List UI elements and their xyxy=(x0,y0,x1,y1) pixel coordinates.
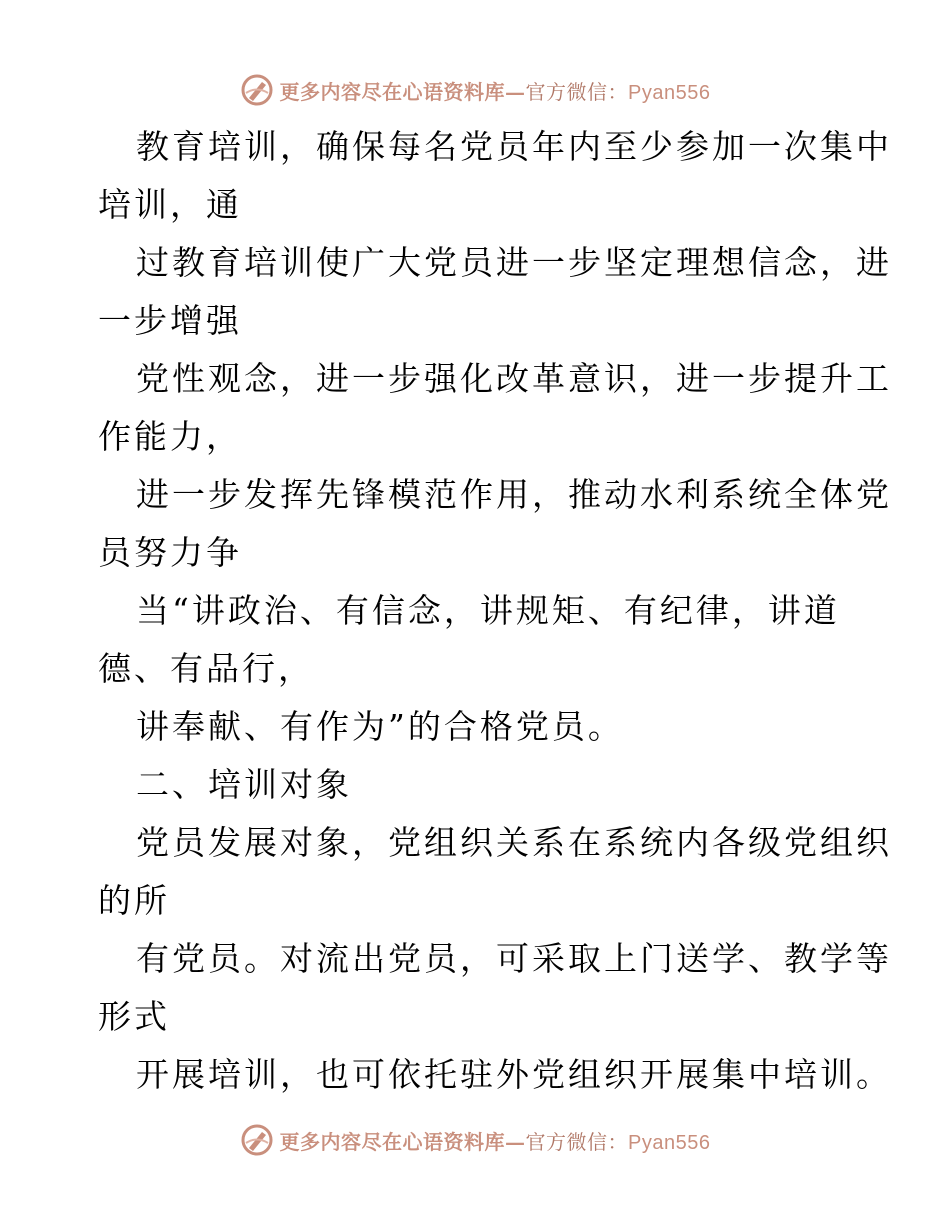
paragraph-line: 教育培训，确保每名党员年内至少参加一次集中 xyxy=(136,127,892,166)
banner-separator: — xyxy=(505,79,526,104)
paragraph-line: 形式 xyxy=(98,997,170,1036)
footer-watermark-banner xyxy=(0,1120,950,1160)
paragraph-line: 党性观念，进一步强化改革意识，进一步提升工 xyxy=(136,359,892,398)
paragraph-line: 德、有品行， xyxy=(98,649,314,688)
document-body xyxy=(98,118,892,1104)
paragraph-line: 培训，通 xyxy=(98,185,242,224)
paragraph-line: 一步增强 xyxy=(98,301,242,340)
banner-wechat-id: Pyan556 xyxy=(628,1131,711,1154)
paragraph-line: 过教育培训使广大党员进一步坚定理想信念，进 xyxy=(136,243,892,282)
paragraph-line: 讲奉献、有作为”的合格党员。 xyxy=(136,707,624,746)
paragraph-line: 进一步发挥先锋模范作用，推动水利系统全体党 xyxy=(136,475,892,514)
paragraph-line: 作能力， xyxy=(98,417,242,456)
pen-logo-icon xyxy=(240,73,274,107)
paragraph-line: 的所 xyxy=(98,881,170,920)
banner-text xyxy=(280,76,711,105)
paragraph-line: 党员发展对象，党组织关系在系统内各级党组织 xyxy=(136,823,892,862)
paragraph-line: 有党员。对流出党员，可采取上门送学、教学等 xyxy=(136,939,892,978)
section-heading: 二、培训对象 xyxy=(136,765,352,804)
pen-logo-icon xyxy=(240,1123,274,1157)
paragraph-line: 当“讲政治、有信念，讲规矩、有纪律，讲道 xyxy=(136,591,840,630)
banner-official-label: 官方微信： xyxy=(525,79,629,104)
banner-official-label: 官方微信： xyxy=(525,1129,629,1154)
banner-separator: — xyxy=(505,1129,526,1154)
banner-site-text: 更多内容尽在心语资料库 xyxy=(279,1129,506,1154)
banner-wechat-id: Pyan556 xyxy=(628,81,711,104)
header-watermark-banner xyxy=(0,70,950,110)
banner-site-text: 更多内容尽在心语资料库 xyxy=(279,79,506,104)
paragraph-line: 开展培训，也可依托驻外党组织开展集中培训。 xyxy=(136,1055,892,1094)
banner-text xyxy=(280,1126,711,1155)
paragraph-line: 员努力争 xyxy=(98,533,242,572)
